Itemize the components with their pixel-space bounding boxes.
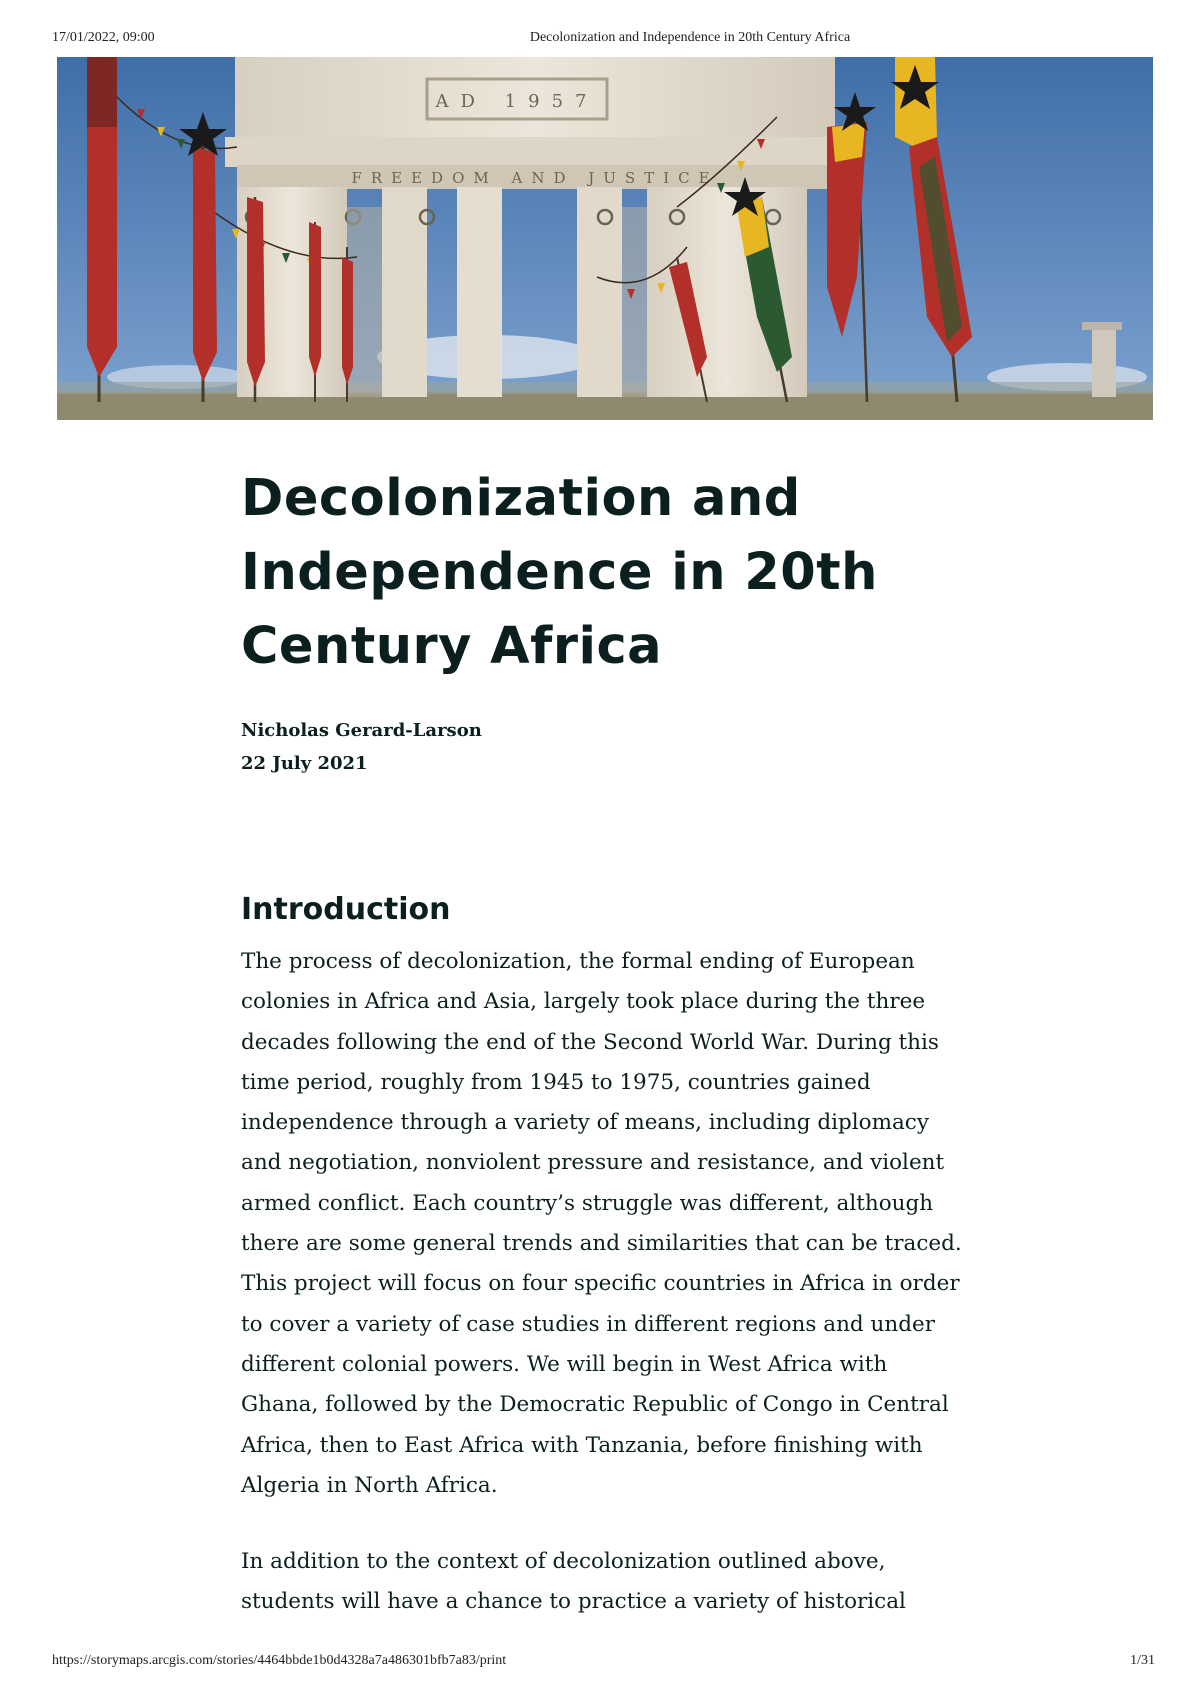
- print-date: 17/01/2022, 09:00: [52, 30, 155, 45]
- print-doc-title: Decolonization and Independence in 20th Century Africa: [529, 30, 851, 45]
- intro-paragraph-2: In addition to the context of decolonization outlined above, students will have a chance to practice a variety of historical: [241, 1549, 906, 1615]
- page-counter: 1/31: [1130, 1653, 1155, 1668]
- print-url: https://storymaps.arcgis.com/stories/4464bbde1b0d4328a7a486301bfb7a83/print: [52, 1653, 507, 1668]
- arch-inscription-frieze: FREEDOM AND JUSTICE: [351, 169, 719, 187]
- print-header: [52, 30, 1148, 50]
- arch-inscription-year: AD 1957: [435, 91, 599, 112]
- author-name: Nicholas Gerard-Larson: [241, 720, 482, 741]
- banner-left-1: [87, 57, 117, 402]
- independence-arch-illustration: [57, 57, 1153, 420]
- hero-image: [57, 57, 1153, 420]
- article-title: Decolonization and Independence in 20th Century Africa: [241, 469, 878, 676]
- byline: [241, 714, 971, 780]
- lamp-post: [1092, 327, 1116, 397]
- intro-paragraph-1: The process of decolonization, the formal ending of European colonies in Africa and Asia, largely took place during the three decades following the end of the Second World War. During this time period, roughly from 1945 to 1975, countries gained independence through a variety of means, including diplomacy and negotiation, nonviolent pressure and resistance, and violent armed conflict. Each country’s struggle was different, although there are some general trends and similarities that can be traced. This project will focus on four specific countries in Africa in order to cover a variety of case studies in different regions and under different colonial powers. We will begin in West Africa with Ghana, followed by the Democratic Republic of Congo in Central Africa, then to East Africa with Tanzania, before finishing with Algeria in North Africa.: [241, 949, 962, 1498]
- article: [241, 462, 971, 1623]
- print-footer: [52, 1653, 1155, 1673]
- section-heading-introduction: Introduction: [241, 892, 451, 927]
- lamp-post-cap: [1082, 322, 1122, 330]
- publish-date: 22 July 2021: [241, 753, 368, 774]
